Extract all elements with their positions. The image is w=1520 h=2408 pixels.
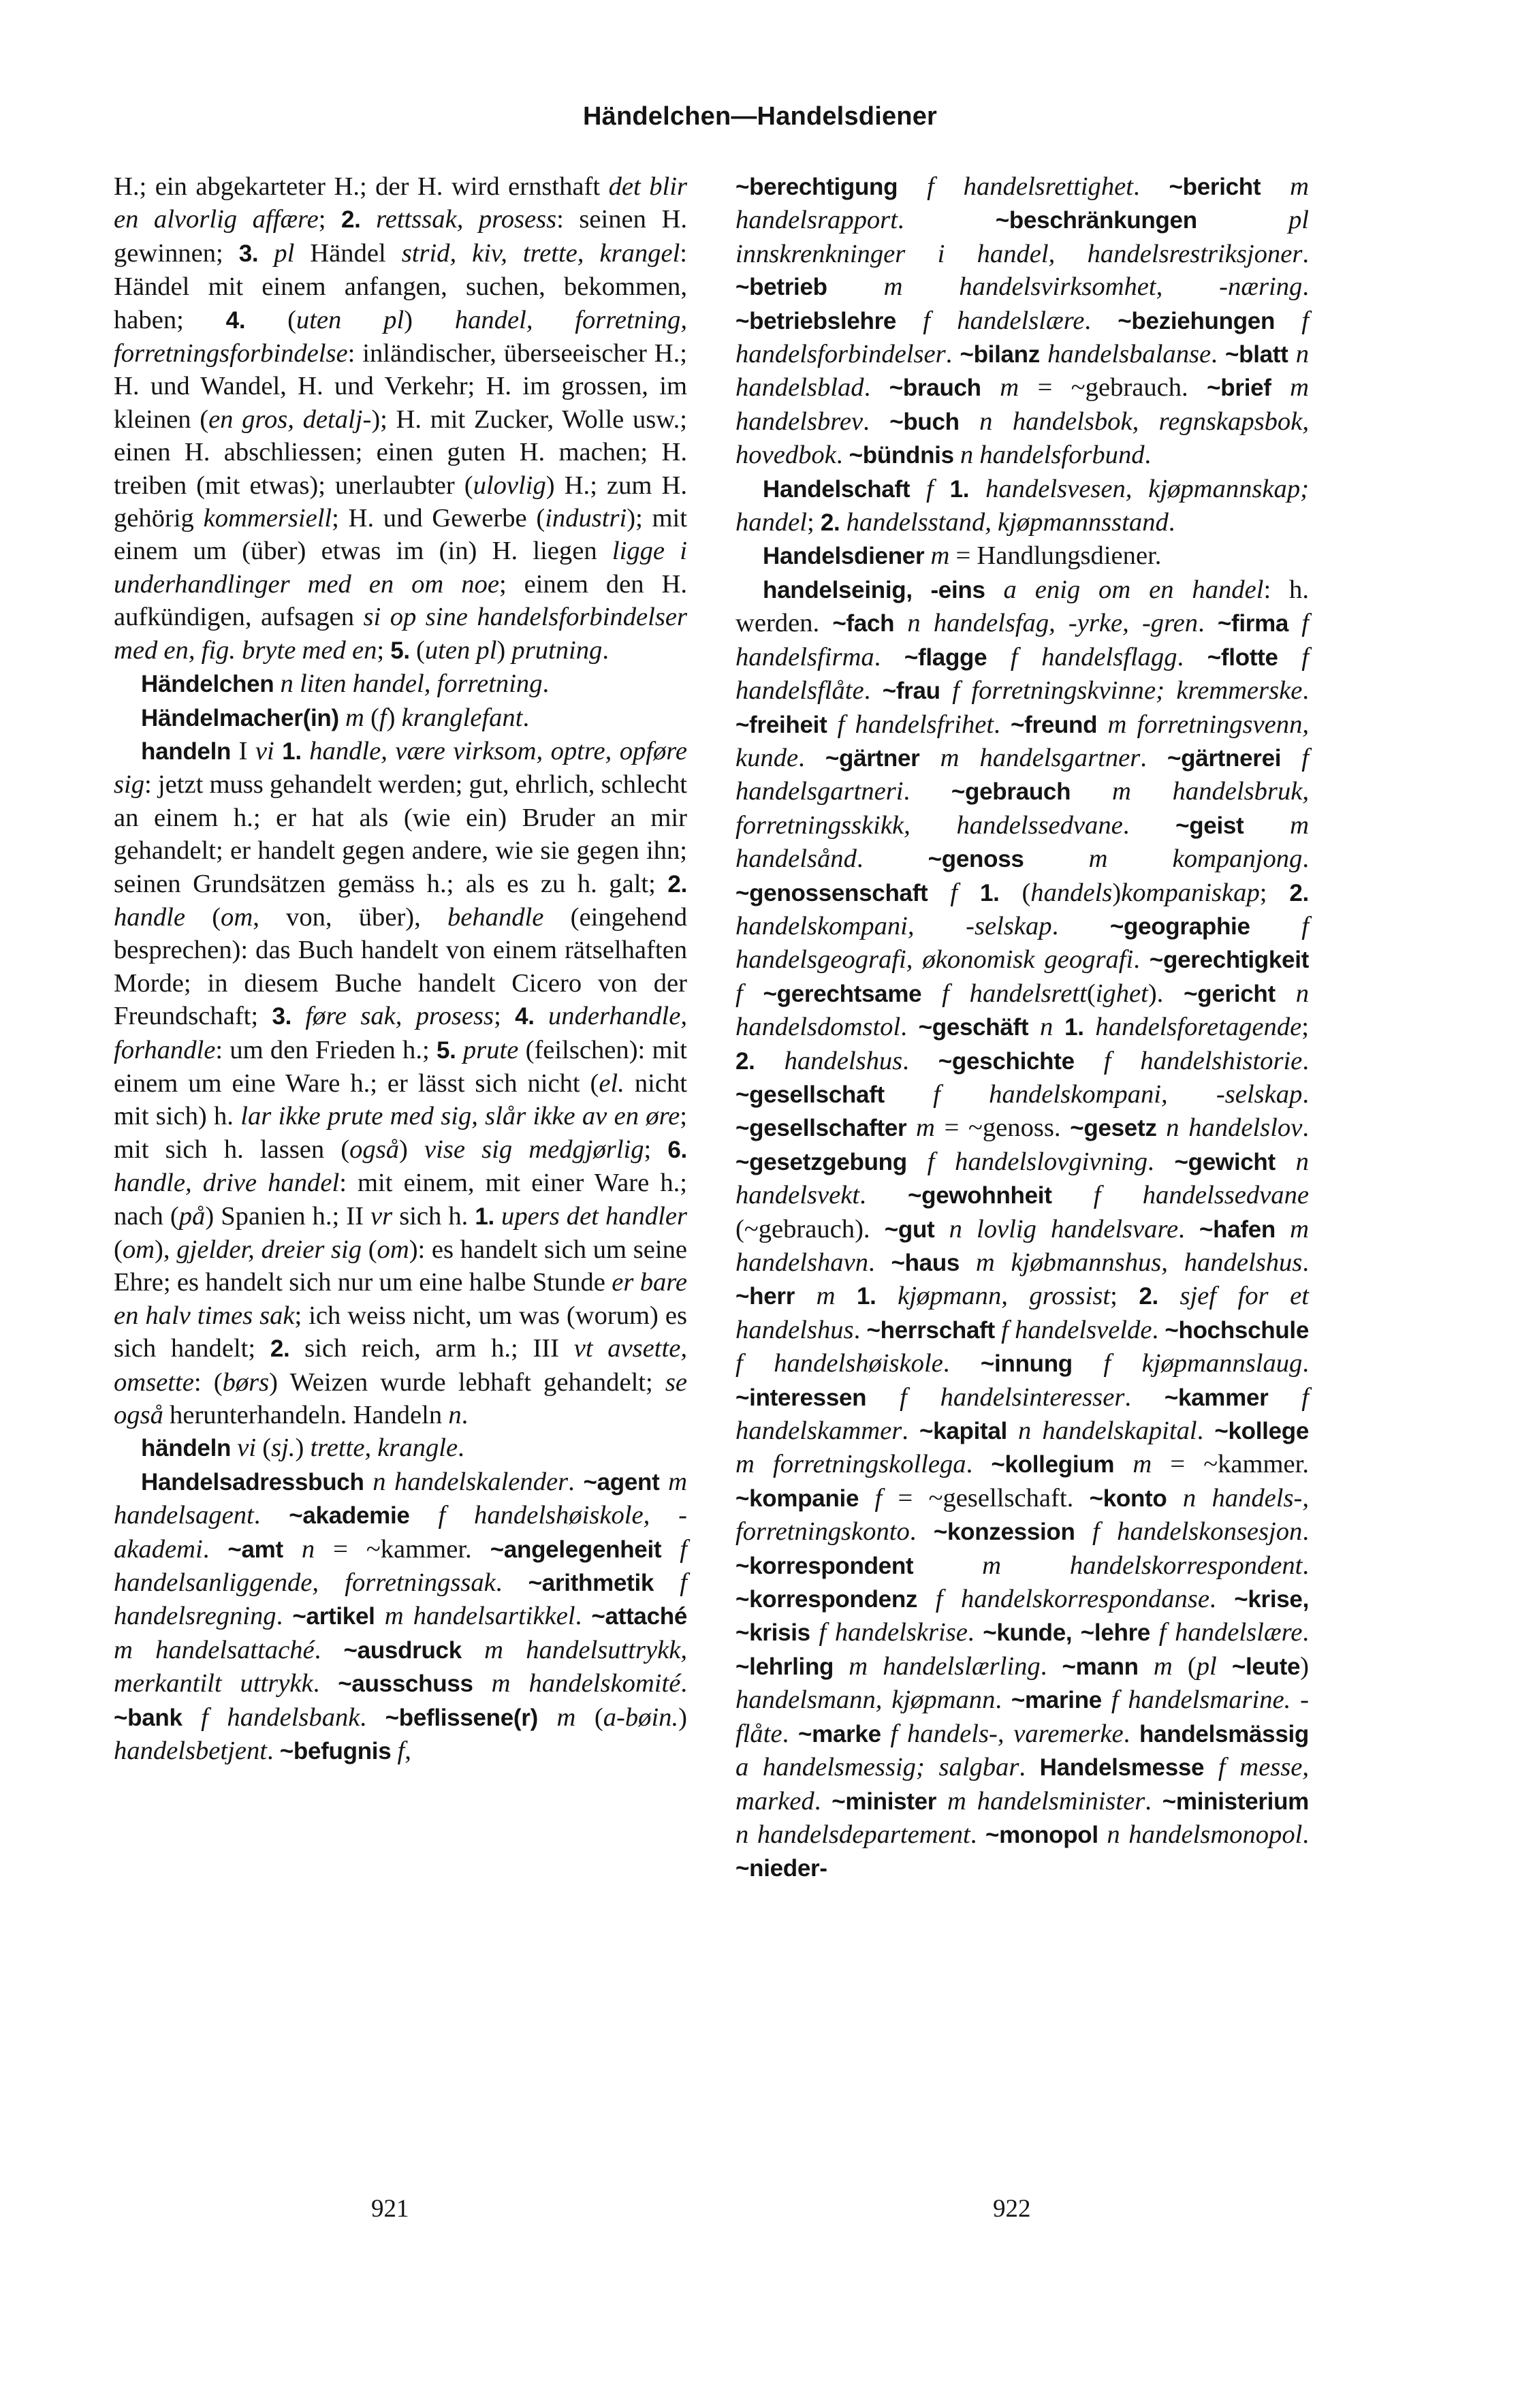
- dictionary-entry: Händelchen n liten handel, forretning.: [141, 669, 550, 699]
- page-number-right: 922: [993, 2195, 1031, 2223]
- dictionary-entry: H.; ein abgekarteter H.; der H. wird ernsthaft det blir en alvorlig affære; 2. rettssak, prosess: seinen H. gewinnen; 3. pl Händel strid, kiv, trette, krangel: Händel mit einem anfangen, suchen, bekommen, haben; 4. (uten pl) handel, forretning, forretningsforbindelse: inländischer, überseeischer H.; H. und Wandel, H. und Verkehr; H. im grossen, im kleinen (en gros, detalj-); H. mit Zucker, Wolle usw.; einen H. abschliessen; einen guten H. machen; H. treiben (mit etwas); unerlaubter (ulovlig) H.; zum H. gehörig kommersiell; H. und Gewerbe (industri); mit einem um (über) etwas im (in) H. liegen ligge i underhandlinger med en om noe; einem den H. aufkündigen, aufsagen si op sine handelsforbindelser med en, fig. bryte med en; 5. (uten pl) prutning.: [114, 172, 688, 665]
- page-number-left: 921: [371, 2195, 409, 2223]
- left-column: [114, 170, 687, 1769]
- dictionary-entry: händeln vi (sj.) trette, krangle.: [141, 1433, 464, 1463]
- right-column: [735, 170, 1309, 1886]
- dictionary-entry: handelseinig, -eins a enig om en handel: h. werden. ~fach n handelsfag, -yrke, -gren. ~firma f handelsfirma. ~flagge f handelsflagg. ~flotte f handelsflåte. ~frau f forretningskvinne; kremmerske. ~freiheit f handelsfrihet. ~freund m forretningsvenn, kunde. ~gärtner m handelsgartner. ~gärtnerei f handelsgartneri. ~gebrauch m handelsbruk, forretningsskikk, handelssedvane. ~geist m handelsånd. ~genoss m kompanjong. ~genossenschaft f 1. (handels)kompaniskap; 2. handelskompani, -selskap. ~geographie f handelsgeografi, økonomisk geografi. ~gerechtigkeit f ~gerechtsame f handelsrett(ighet). ~gericht n handelsdomstol. ~geschäft n 1. handelsforetagende; 2. handelshus. ~geschichte f handelshistorie. ~gesellschaft f handelskompani, -selskap. ~gesellschafter m = ~genoss. ~gesetz n handelslov. ~gesetzgebung f handelslovgivning. ~gewicht n handelsvekt. ~gewohnheit f handelssedvane (~gebrauch). ~gut n lovlig handelsvare. ~hafen m handelshavn. ~haus m kjøbmannshus, handelshus. ~herr m 1. kjøpmann, grossist; 2. sjef for et handelshus. ~herrschaft f handelsvelde. ~hochschule f handelshøiskole. ~innung f kjøpmannslaug. ~interessen f handelsinteresser. ~kammer f handelskammer. ~kapital n handelskapital. ~kollege m forretningskollega. ~kollegium m = ~kammer. ~kompanie f = ~gesellschaft. ~konto n handels-, forretningskonto. ~konzession f handelskonsesjon. ~korrespondent m handelskorrespondent. ~korrespondenz f handelskorrespondanse. ~krise, ~krisis f handelskrise. ~kunde, ~lehre f handelslære. ~lehrling m handelslærling. ~mann m (pl ~leute) handelsmann, kjøpmann. ~marine f handelsmarine. -flåte. ~marke f handels-, varemerke. handelsmässig a handelsmessig; salgbar. Handelsmesse f messe, marked. ~minister m handelsminister. ~ministerium n handelsdepartement. ~monopol n handelsmonopol. ~nieder-: [735, 575, 1310, 1882]
- dictionary-entry: Handelsdiener m = Handlungsdiener.: [763, 541, 1162, 571]
- dictionary-entry: ~berechtigung f handelsrettighet. ~bericht m handelsrapport. ~beschränkungen pl innskrenkninger i handel, handelsrestriksjoner. ~betrieb m handelsvirksomhet, -næring. ~betriebslehre f handelslære. ~beziehungen f handelsforbindelser. ~bilanz handelsbalanse. ~blatt n handelsblad. ~brauch m = ~gebrauch. ~brief m handelsbrev. ~buch n handelsbok, regnskapsbok, hovedbok. ~bündnis n handelsforbund.: [735, 172, 1309, 470]
- dictionary-entry: Handelschaft f 1. handelsvesen, kjøpmannskap; handel; 2. handelsstand, kjøpmannsstand.: [735, 474, 1309, 537]
- running-head: Händelchen—Handelsdiener: [582, 102, 938, 131]
- dictionary-entry: Händelmacher(in) m (f) kranglefant.: [141, 703, 530, 732]
- dictionary-entry: Handelsadressbuch n handelskalender. ~agent m handelsagent. ~akademie f handelshøiskole, -akademi. ~amt n = ~kammer. ~angelegenheit f handelsanliggende, forretningssak. ~arithmetik f handelsregning. ~artikel m handelsartikkel. ~attaché m handelsattaché. ~ausdruck m handelsuttrykk, merkantilt uttrykk. ~ausschuss m handelskomité. ~bank f handelsbank. ~beflissene(r) m (a-bøin.) handelsbetjent. ~befugnis f,: [114, 1467, 687, 1766]
- dictionary-entry: handeln I vi 1. handle, være virksom, optre, opføre sig: jetzt muss gehandelt werden; gut, ehrlich, schlecht an einem h.; er hat als (wie ein) Bruder an mir gehandelt; er handelt gegen andere, wie sie gegen ihn; seinen Grundsätzen gemäss h.; als es zu h. galt; 2. handle (om, von, über), behandle (eingehend besprechen): das Buch handelt von einem rätselhaften Morde; in diesem Buche handelt Cicero von der Freundschaft; 3. føre sak, prosess; 4. underhandle, forhandle: um den Frieden h.; 5. prute (feilschen): mit einem um eine Ware h.; er lässt sich nicht (el. nicht mit sich) h. lar ikke prute med sig, slår ikke av en øre; mit sich h. lassen (også) vise sig medgjørlig; 6. handle, drive handel: mit einem, mit einer Ware h.; nach (på) Spanien h.; II vr sich h. 1. upers det handler (om), gjelder, dreier sig (om): es handelt sich um seine Ehre; es handelt sich nur um eine halbe Stunde er bare en halv times sak; ich weiss nicht, um was (worum) es sich handelt; 2. sich reich, arm h.; III vt avsette, omsette: (børs) Weizen wurde lebhaft gehandelt; se også herunterhandeln. Handeln n.: [114, 736, 688, 1430]
